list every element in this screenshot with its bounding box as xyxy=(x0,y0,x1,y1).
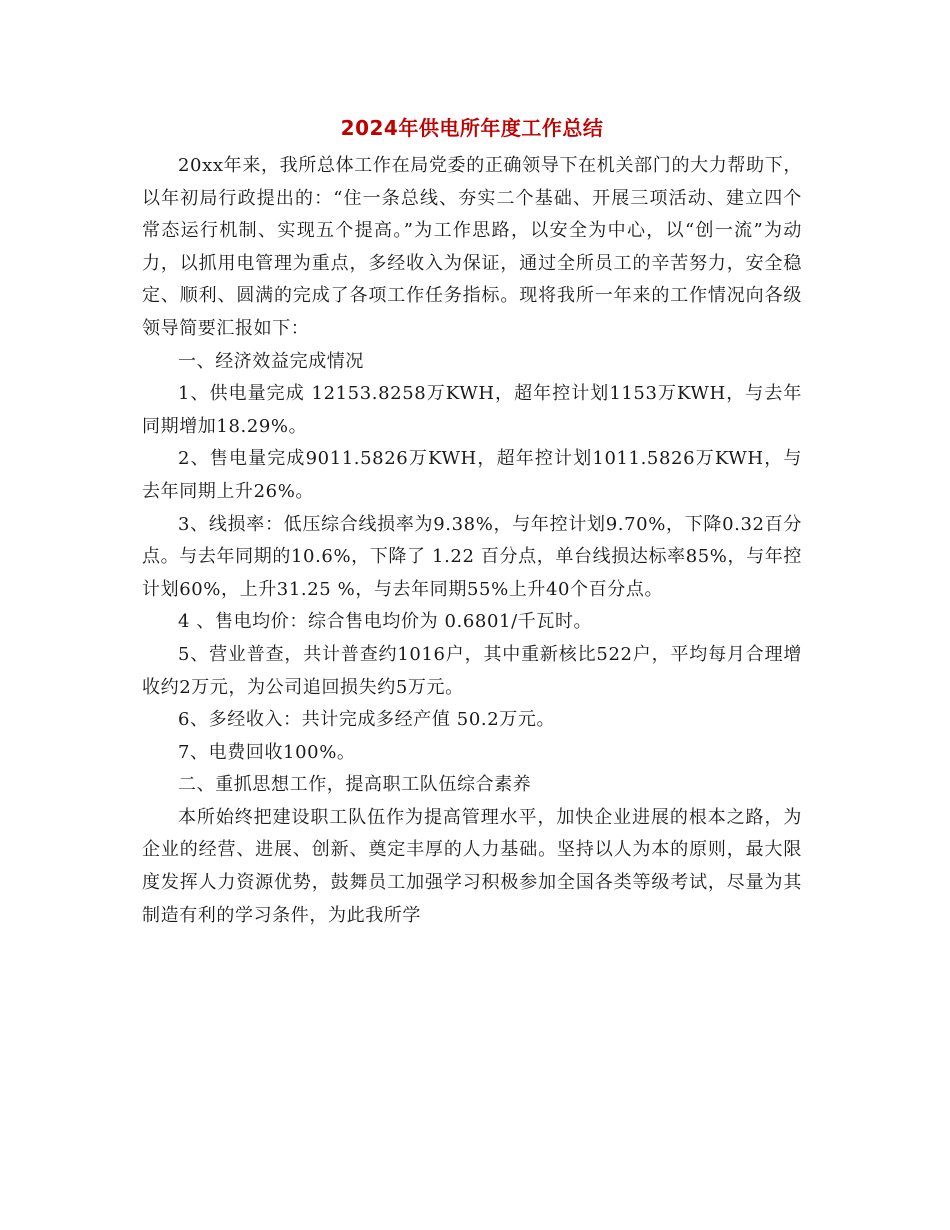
paragraph-item-6: 6、多经收入：共计完成多经产值 50.2万元。 xyxy=(178,709,556,731)
paragraph-item-2: 2、售电量完成9011.5826万KWH，超年控计划1011.5826万KWH，与去年同期上升26%。 xyxy=(142,448,802,502)
section-heading-staff: 二、重抓思想工作，提高职工队伍综合素养 xyxy=(178,774,532,796)
paragraph-intro: 20xx年来，我所总体工作在局党委的正确领导下在机关部门的大力帮助下，以年初局行政提出的：“住一条总线、夯实二个基础、开展三项活动、建立四个常态运行机制、实现五个提高。”为工作思路，以安全为中心，以“创一流”为动力，以抓用电管理为重点，多经收入为保证，通过全所员工的辛苦努力，安全稳定、顺利、圆满的完成了各项工作任务指标。现将我所一年来的工作情况向各级领导简要汇报如下： xyxy=(142,155,802,339)
paragraph-item-4: 4 、售电均价：综合售电均价为 0.6801/千瓦时。 xyxy=(178,611,593,633)
paragraph-item-7: 7、电费回收100%。 xyxy=(178,741,356,763)
section-heading-economic: 一、经济效益完成情况 xyxy=(178,350,364,372)
paragraph-item-1: 1、供电量完成 12153.8258万KWH，超年控计划1153万KWH，与去年同期增加18.29%。 xyxy=(142,383,802,437)
paragraph-item-3: 3、线损率：低压综合线损率为9.38%，与年控计划9.70%，下降0.32百分点。与去年同期的10.6%，下降了 1.22 百分点，单台线损达标率85%，与年控计划60%，上升31.25 %，与去年同期55%上升40个百分点。 xyxy=(142,513,802,600)
paragraph-item-5: 5、营业普查，共计普查约1016户，其中重新核比522户，平均每月合理增收约2万元，为公司追回损失约5万元。 xyxy=(142,643,802,698)
document-page xyxy=(142,108,802,932)
paragraph-staff: 本所始终把建设职工队伍作为提高管理水平，加快企业进展的根本之路，为企业的经营、进展、创新、奠定丰厚的人力基础。坚持以人为本的原则，最大限度发挥人力资源优势，鼓舞员工加强学习积极参加全国各类等级考试，尽量为其制造有利的学习条件，为此我所学 xyxy=(142,806,802,926)
document-title: 2024年供电所年度工作总结 xyxy=(340,116,604,140)
